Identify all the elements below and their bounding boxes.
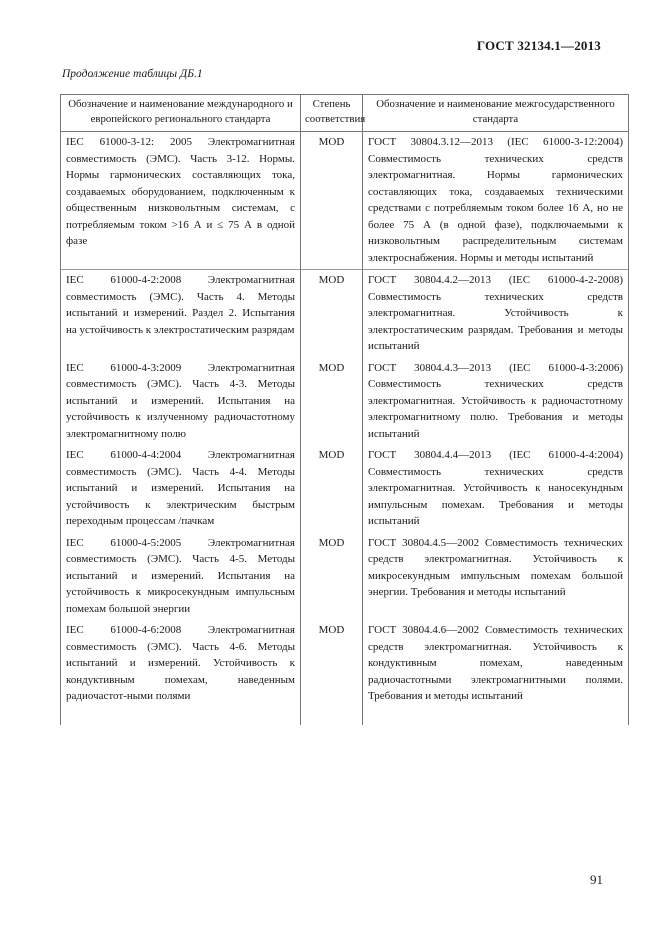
header-interstate-standard: Обозначение и наименование межгосударственного стандарта	[363, 95, 629, 132]
standard-id: ГОСТ 32134.1—2013	[476, 38, 601, 53]
table-row	[61, 270, 629, 358]
table-caption: Продолжение таблицы ДБ.1	[62, 68, 203, 80]
interstate-standard-cell: ГОСТ 30804.4.5—2002 Совместимость технических средств электромагнитная. Устойчивость к микросекундным импульсным помехам большой энергии. Требования и методы испытаний	[363, 533, 629, 621]
degree-cell: MOD	[301, 620, 363, 725]
intl-standard-cell: IEC 61000-4-4:2004 Электромагнитная совместимость (ЭМС). Часть 4-4. Методы испытаний и измерений. Испытания на устойчивость к электрическим быстрым переходным процессам /пачкам	[61, 445, 301, 533]
table-header-row	[61, 95, 629, 132]
interstate-standard-cell: ГОСТ 30804.4.2—2013 (IEC 61000-4-2-2008) Совместимость технических средств электромагнитная. Устойчивость к электростатическим разрядам. Требования и методы испытаний	[363, 270, 629, 358]
degree-cell: MOD	[301, 358, 363, 446]
header-degree: Степень соответствия	[301, 95, 363, 132]
table-row	[61, 132, 629, 270]
interstate-standard-cell: ГОСТ 30804.3.12—2013 (IEC 61000-3-12:2004) Совместимость технических средств электромагнитная. Нормы гармонических составляющих тока, создаваемых техническими средствами с потребляемым током более 16 А, но не более 75 А (в одной фазе), подключаемыми к низковольтным распределительным системам электроснабжения. Нормы и методы испытаний	[363, 132, 629, 270]
intl-standard-cell: IEC 61000-4-5:2005 Электромагнитная совместимость (ЭМС). Часть 4-5. Методы испытаний и измерений. Испытания на устойчивость к микросекундным импульсным помехам большой энергии	[61, 533, 301, 621]
degree-cell: MOD	[301, 270, 363, 358]
degree-cell: MOD	[301, 132, 363, 270]
degree-cell: MOD	[301, 533, 363, 621]
page-number: 91	[590, 872, 603, 887]
table-row	[61, 620, 629, 725]
intl-standard-cell: IEC 61000-4-3:2009 Электромагнитная совместимость (ЭМС). Часть 4-3. Методы испытаний и измерений. Испытания на устойчивость к излученному радиочастотному электромагнитному полю	[61, 358, 301, 446]
table-row	[61, 445, 629, 533]
interstate-standard-cell: ГОСТ 30804.4.4—2013 (IEC 61000-4-4:2004) Совместимость технических средств электромагнитная. Устойчивость к наносекундным импульсным помехам. Требования и методы испытаний	[363, 445, 629, 533]
header-intl-standard: Обозначение и наименование международного и европейского регионального стандарта	[61, 95, 301, 132]
interstate-standard-cell: ГОСТ 30804.4.3—2013 (IEC 61000-4-3:2006) Совместимость технических средств электромагнитная. Устойчивость к радиочастотному электромагнитному полю. Требования и методы испытаний	[363, 358, 629, 446]
intl-standard-cell: IEC 61000-3-12: 2005 Электромагнитная совместимость (ЭМС). Часть 3-12. Нормы. Нормы гармонических составляющих тока, создаваемых оборудованием, подключенным к общественным низковольтным системам, с потребляемым током >16 А и ≤ 75 А в одной фазе	[61, 132, 301, 270]
intl-standard-cell: IEC 61000-4-6:2008 Электромагнитная совместимость (ЭМС). Часть 4-6. Методы испытаний и измерений. Устойчивость к кондуктивным помехам, наведенным радиочастот-ными полями	[61, 620, 301, 725]
standards-table	[60, 94, 629, 725]
table-row	[61, 533, 629, 621]
table-row	[61, 358, 629, 446]
degree-cell: MOD	[301, 445, 363, 533]
intl-standard-cell: IEC 61000-4-2:2008 Электромагнитная совместимость (ЭМС). Часть 4. Методы испытаний и измерений. Раздел 2. Испытания на устойчивость к электростатическим разрядам	[61, 270, 301, 358]
interstate-standard-cell: ГОСТ 30804.4.6—2002 Совместимость технических средств электромагнитная. Устойчивость к кондуктивным помехам, наведенным радиочастотными электромагнитными полями. Требования и методы испытаний	[363, 620, 629, 725]
